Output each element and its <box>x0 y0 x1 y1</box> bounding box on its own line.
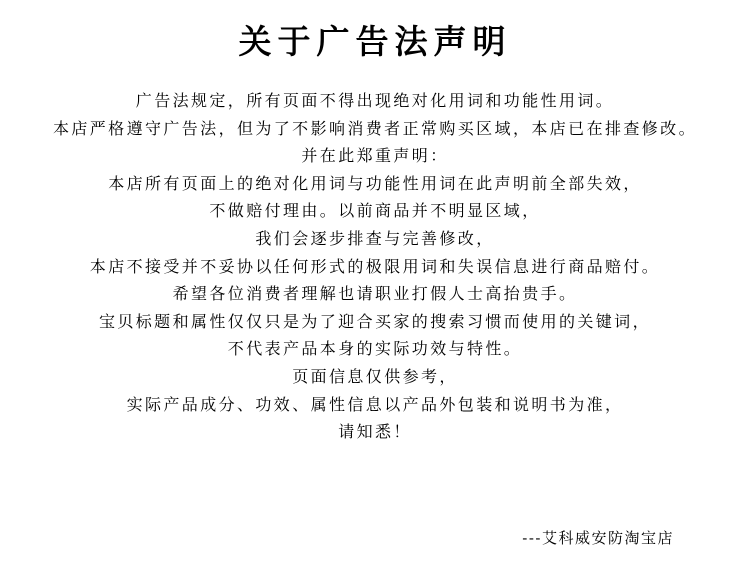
notice-line: 本店不接受并不妥协以任何形式的极限用词和失误信息进行商品赔付。 <box>89 256 661 276</box>
notice-line: 请知悉！ <box>338 422 412 442</box>
notice-line: 希望各位消费者理解也请职业打假人士高抬贵手。 <box>172 284 578 304</box>
notice-line: 实际产品成分、功效、属性信息以产品外包装和说明书为准， <box>126 394 624 414</box>
store-signature: ---艾科威安防淘宝店 <box>522 529 674 547</box>
notice-line: 我们会逐步排查与完善修改， <box>255 228 495 248</box>
notice-line: 页面信息仅供参考， <box>292 366 458 386</box>
notice-body <box>0 87 750 446</box>
notice-line: 不代表产品本身的实际功效与特性。 <box>227 339 523 359</box>
notice-line: 本店严格遵守广告法，但为了不影响消费者正常购买区域，本店已在排查修改。 <box>52 118 697 138</box>
notice-line: 广告法规定，所有页面不得出现绝对化用词和功能性用词。 <box>135 91 615 110</box>
notice-line: 不做赔付理由。以前商品并不明显区域， <box>209 201 541 221</box>
notice-line: 本店所有页面上的绝对化用词与功能性用词在此声明前全部失效， <box>108 173 642 193</box>
notice-line: 并在此郑重声明： <box>301 146 449 166</box>
notice-title: 关于广告法声明 <box>238 22 512 61</box>
notice-line: 宝贝标题和属性仅仅只是为了迎合买家的搜索习惯而使用的关键词， <box>98 311 651 331</box>
